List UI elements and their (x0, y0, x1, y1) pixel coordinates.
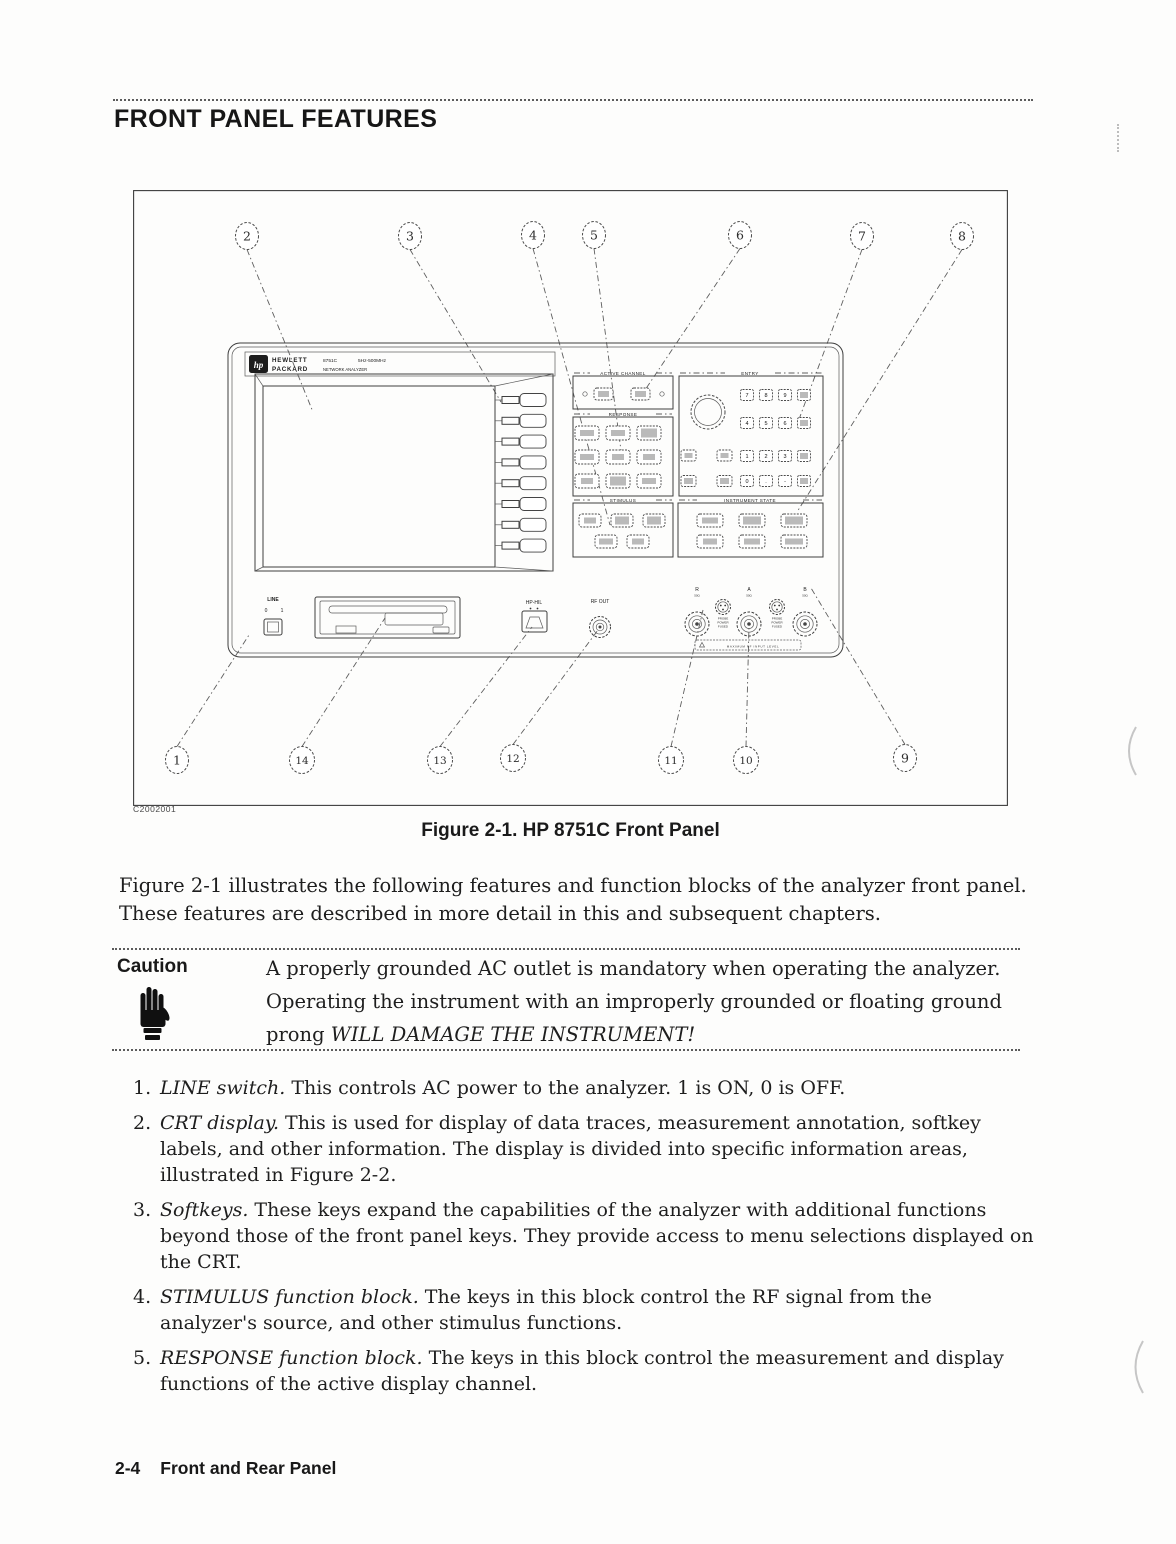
key (739, 535, 765, 548)
key-digit (741, 476, 754, 487)
footer-section: Front and Rear Panel (160, 1458, 337, 1478)
input-a (737, 587, 761, 636)
key (643, 514, 665, 527)
svg-text:6: 6 (783, 421, 787, 427)
svg-text:2: 2 (764, 454, 768, 460)
key (637, 426, 661, 440)
key (739, 514, 765, 527)
callout-badge (501, 745, 526, 772)
figure-caption: Figure 2-1. HP 8751C Front Panel (421, 820, 720, 841)
svg-text:5: 5 (764, 421, 768, 427)
feature-list (133, 1075, 1038, 1406)
page-title: FRONT PANEL FEATURES (114, 105, 438, 133)
scan-artifact (1114, 724, 1144, 778)
key-modifier (798, 451, 811, 462)
item-number: 5. (133, 1347, 152, 1369)
input-a-label: A (747, 587, 751, 593)
key-digit (741, 418, 754, 429)
softkeys (495, 394, 546, 553)
callout-line (177, 635, 249, 747)
key (606, 474, 630, 488)
crt-screen (263, 386, 495, 567)
item-number: 2. (133, 1112, 152, 1134)
svg-text:-: - (784, 479, 786, 485)
brand-line1: HEWLETT (272, 357, 308, 364)
intro-paragraph (119, 872, 1027, 928)
key (781, 514, 807, 527)
callout-badge (522, 222, 545, 249)
scan-artifact (1117, 124, 1119, 152)
caution-line: A properly grounded AC outlet is mandatory when operating the analyzer. (266, 957, 1001, 980)
probe-power-label: FUSED (771, 624, 783, 629)
key (637, 450, 661, 464)
svg-text:0: 0 (745, 479, 749, 485)
warning-text: MAXIMUM RF INPUT LEVEL (726, 644, 780, 649)
top-rule (113, 99, 1033, 101)
probe-power-connector (716, 600, 731, 629)
softkey (495, 477, 546, 490)
callout-number: 4 (529, 227, 537, 243)
figure-front-panel (133, 190, 1008, 806)
figure-callouts (166, 222, 974, 774)
key (697, 535, 723, 548)
caution-line: Operating the instrument with an improperly grounded or floating ground (266, 990, 1002, 1013)
callout-number: 10 (739, 754, 753, 767)
softkey (495, 394, 546, 407)
callout-badge (428, 747, 453, 774)
key (595, 535, 617, 548)
line-label: LINE (267, 597, 279, 603)
callout-line (811, 588, 905, 745)
key (606, 426, 630, 440)
block-instrument-state (678, 498, 823, 557)
item-text: STIMULUS function block. The keys in this block control the RF signal from the analyzer's source, and other stimulus functions. (160, 1286, 932, 1334)
footer-page-number: 2-4 (115, 1458, 141, 1478)
caution-line: prong WILL DAMAGE THE INSTRUMENT! (266, 1023, 696, 1046)
caution-label: Caution (117, 956, 188, 977)
warning-triangle-icon (700, 643, 705, 648)
key-digit (760, 418, 773, 429)
block-header: INSTRUMENT STATE (724, 497, 776, 503)
item-text: LINE switch. This controls AC power to the analyzer. 1 is ON, 0 is OFF. (160, 1077, 846, 1099)
svg-text:7: 7 (745, 393, 749, 399)
key-entry-off (681, 476, 696, 487)
scan-artifact (1122, 1338, 1152, 1396)
key (575, 426, 599, 440)
intro-line: These features are described in more detail in this and subsequent chapters. (119, 902, 881, 925)
eject-button (433, 627, 449, 633)
probe-power-connector (770, 600, 785, 629)
input-r (685, 587, 709, 636)
softkey (495, 498, 546, 511)
svg-text:1: 1 (745, 454, 749, 460)
key-backspace (717, 476, 732, 487)
callout-badge (951, 223, 974, 250)
block-active-channel (573, 371, 673, 409)
hp-logo-text: hp (253, 360, 264, 370)
softkey (495, 414, 546, 427)
key-arrow-left (681, 450, 696, 461)
callout-badge (583, 222, 606, 249)
softkey (495, 518, 546, 531)
figure-border (134, 191, 1008, 806)
block-entry (679, 371, 823, 496)
brand-badge (245, 352, 555, 376)
callout-badge (729, 222, 752, 249)
svg-text:4: 4 (745, 421, 749, 427)
rf-out-connector (590, 599, 611, 638)
svg-text:8: 8 (764, 393, 768, 399)
callout-number: 9 (901, 750, 909, 766)
callout-line (641, 249, 740, 397)
block-header: ACTIVE CHANNEL (600, 370, 646, 376)
probe-power-label: FUSED (717, 624, 729, 629)
photo-code: C2002001 (133, 804, 177, 814)
callout-number: 3 (406, 228, 414, 244)
callout-badge (659, 747, 684, 774)
impedance-label: 50Ω (694, 593, 700, 598)
softkey (495, 456, 546, 469)
impedance-label: 50Ω (802, 593, 808, 598)
model-number: 8751C (323, 359, 338, 364)
key-arrow-right (717, 450, 732, 461)
frequency-range: 5Hz-500MHz (358, 359, 386, 364)
callout-number: 8 (958, 228, 966, 244)
item-number: 3. (133, 1199, 152, 1221)
key-digit (760, 451, 773, 462)
entry-knob (691, 395, 725, 429)
callout-line (247, 250, 313, 413)
callout-badge (399, 223, 422, 250)
callout-number: 7 (858, 228, 866, 244)
line-switch (264, 597, 284, 635)
callout-badge (290, 747, 315, 774)
key-digit (760, 476, 773, 487)
key (781, 535, 807, 548)
key (637, 474, 661, 488)
hp-hil-label: HP-HIL (525, 600, 543, 606)
key (575, 450, 599, 464)
page-footer (115, 1458, 336, 1479)
callout-line (513, 630, 598, 745)
callout-number: 11 (664, 754, 678, 767)
key-x1 (798, 476, 811, 487)
callout-badge (851, 223, 874, 250)
key (579, 514, 601, 527)
caution-text (266, 952, 1002, 1051)
key (627, 535, 649, 548)
key-chan2 (631, 388, 650, 400)
callout-line (440, 627, 532, 747)
key-digit (779, 451, 792, 462)
input-r-label: R (695, 587, 699, 593)
key-modifier (798, 418, 811, 429)
item-number: 1. (133, 1077, 152, 1099)
list-item (133, 1110, 1038, 1188)
softkey (495, 539, 546, 552)
probe-power-label: PROBE (717, 616, 729, 621)
callout-number: 2 (243, 228, 251, 244)
callout-line (302, 618, 385, 747)
svg-text:.: . (765, 479, 767, 485)
caution-hand-icon (136, 984, 170, 1046)
key-digit (779, 390, 792, 401)
key-digit (779, 476, 792, 487)
callout-badge (734, 747, 759, 774)
instrument-type: NETWORK ANALYZER (323, 367, 368, 372)
brand-line2: PACKARD (272, 366, 309, 373)
list-item (133, 1345, 1038, 1397)
line-off-label: 0 (264, 608, 268, 614)
svg-text:9: 9 (783, 393, 787, 399)
key-modifier (798, 390, 811, 401)
block-header: ENTRY (741, 370, 759, 376)
callout-number: 13 (433, 754, 447, 767)
list-item (133, 1284, 1038, 1336)
input-b-label: B (803, 587, 807, 593)
key-chan1 (594, 388, 613, 400)
item-text: Softkeys. These keys expand the capabilities of the analyzer with additional functions beyond those of the front panel keys. They provide access to menu selections displayed on the CRT. (160, 1199, 1034, 1273)
callout-number: 1 (173, 752, 181, 768)
key-digit (779, 418, 792, 429)
probe-power-label: POWER (771, 620, 783, 625)
softkey (495, 435, 546, 448)
block-header: STIMULUS (609, 497, 637, 503)
probe-power-label: PROBE (771, 616, 783, 621)
caution-rule-bottom (112, 1049, 1020, 1051)
callout-badge (894, 745, 917, 772)
item-number: 4. (133, 1286, 152, 1308)
key (575, 474, 599, 488)
key (606, 450, 630, 464)
callout-number: 5 (590, 227, 598, 243)
list-item (133, 1075, 1038, 1101)
key-digit (741, 451, 754, 462)
disk-slot (329, 606, 447, 613)
block-stimulus (573, 498, 673, 557)
callout-number: 12 (506, 752, 520, 765)
floppy-drive (315, 597, 460, 638)
block-response (573, 412, 673, 496)
rf-out-label: RF OUT (590, 599, 610, 605)
key (697, 514, 723, 527)
callout-line (797, 250, 962, 513)
item-text: CRT display. This is used for display of data traces, measurement annotation, softkey labels, and other information. The display is divided into specific information areas, illustrated in Figure 2-2. (160, 1112, 981, 1186)
callout-number: 6 (736, 227, 744, 243)
key-digit (760, 390, 773, 401)
impedance-label: 50Ω (746, 593, 752, 598)
probe-power-label: POWER (717, 620, 729, 625)
input-b (793, 587, 817, 636)
caution-rule-top (112, 948, 1020, 950)
svg-text:3: 3 (783, 454, 787, 460)
item-text: RESPONSE function block. The keys in this block control the measurement and display functions of the active display channel. (160, 1347, 1004, 1395)
key (611, 514, 633, 527)
intro-line: Figure 2-1 illustrates the following features and function blocks of the analyzer front panel. (119, 874, 1027, 897)
line-on-label: 1 (280, 608, 284, 614)
callout-leader-lines (177, 249, 962, 747)
hp-hil-connector (522, 600, 547, 632)
block-header: RESPONSE (608, 411, 638, 417)
callout-number: 14 (295, 754, 309, 767)
callout-line (410, 250, 501, 403)
callout-badge (236, 223, 259, 250)
callout-badge (166, 747, 189, 774)
list-item (133, 1197, 1038, 1275)
key-digit (741, 390, 754, 401)
